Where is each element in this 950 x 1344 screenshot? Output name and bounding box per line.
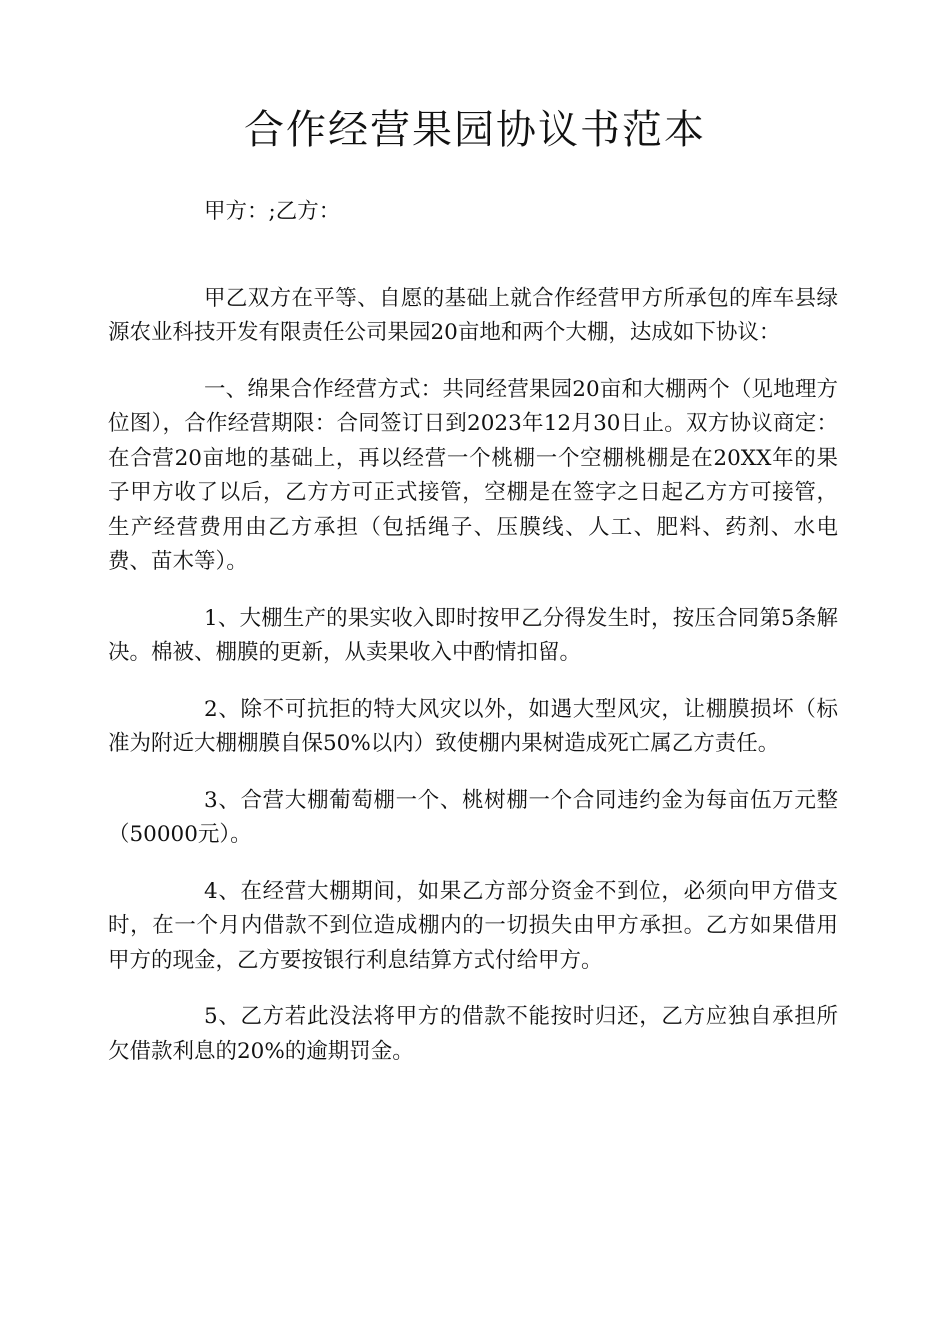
document-body xyxy=(108,195,838,1091)
clause-item-4: 4、在经营大棚期间，如果乙方部分资金不到位，必须向甲方借支时，在一个月内借款不到位造成棚内的一切损失由甲方承担。乙方如果借用甲方的现金，乙方要按银行利息结算方式付给甲方。 xyxy=(108,878,838,973)
clause-1-cooperation-method: 一、绵果合作经营方式：共同经营果园20亩和大棚两个（见地理方位图），合作经营期限：合同签订日到2023年12月30日止。双方协议商定：在合营20亩地的基础上，再以经营一个桃棚一个空棚桃棚是在20XX年的果子甲方收了以后，乙方方可正式接管，空棚是在签字之日起乙方方可接管，生产经营费用由乙方承担（包括绳子、压膜线、人工、肥料、药剂、水电费、苗木等）。 xyxy=(108,376,838,574)
parties-line: 甲方：;乙方： xyxy=(204,199,341,224)
clause-item-1: 1、大棚生产的果实收入即时按甲乙分得发生时，按压合同第5条解决。棉被、棚膜的更新，从卖果收入中酌情扣留。 xyxy=(108,605,838,665)
document-title: 合作经营果园协议书范本 xyxy=(244,107,706,153)
clause-item-2: 2、除不可抗拒的特大风灾以外，如遇大型风灾，让棚膜损坏（标准为附近大棚棚膜自保50%以内）致使棚内果树造成死亡属乙方责任。 xyxy=(108,696,838,756)
clause-item-5: 5、乙方若此没法将甲方的借款不能按时归还，乙方应独自承担所欠借款利息的20%的逾期罚金。 xyxy=(108,1004,838,1064)
intro-paragraph: 甲乙双方在平等、自愿的基础上就合作经营甲方所承包的库车县绿源农业科技开发有限责任公司果园20亩地和两个大棚，达成如下协议： xyxy=(108,285,838,345)
clause-item-3: 3、合营大棚葡萄棚一个、桃树棚一个合同违约金为每亩伍万元整（50000元）。 xyxy=(108,787,838,847)
